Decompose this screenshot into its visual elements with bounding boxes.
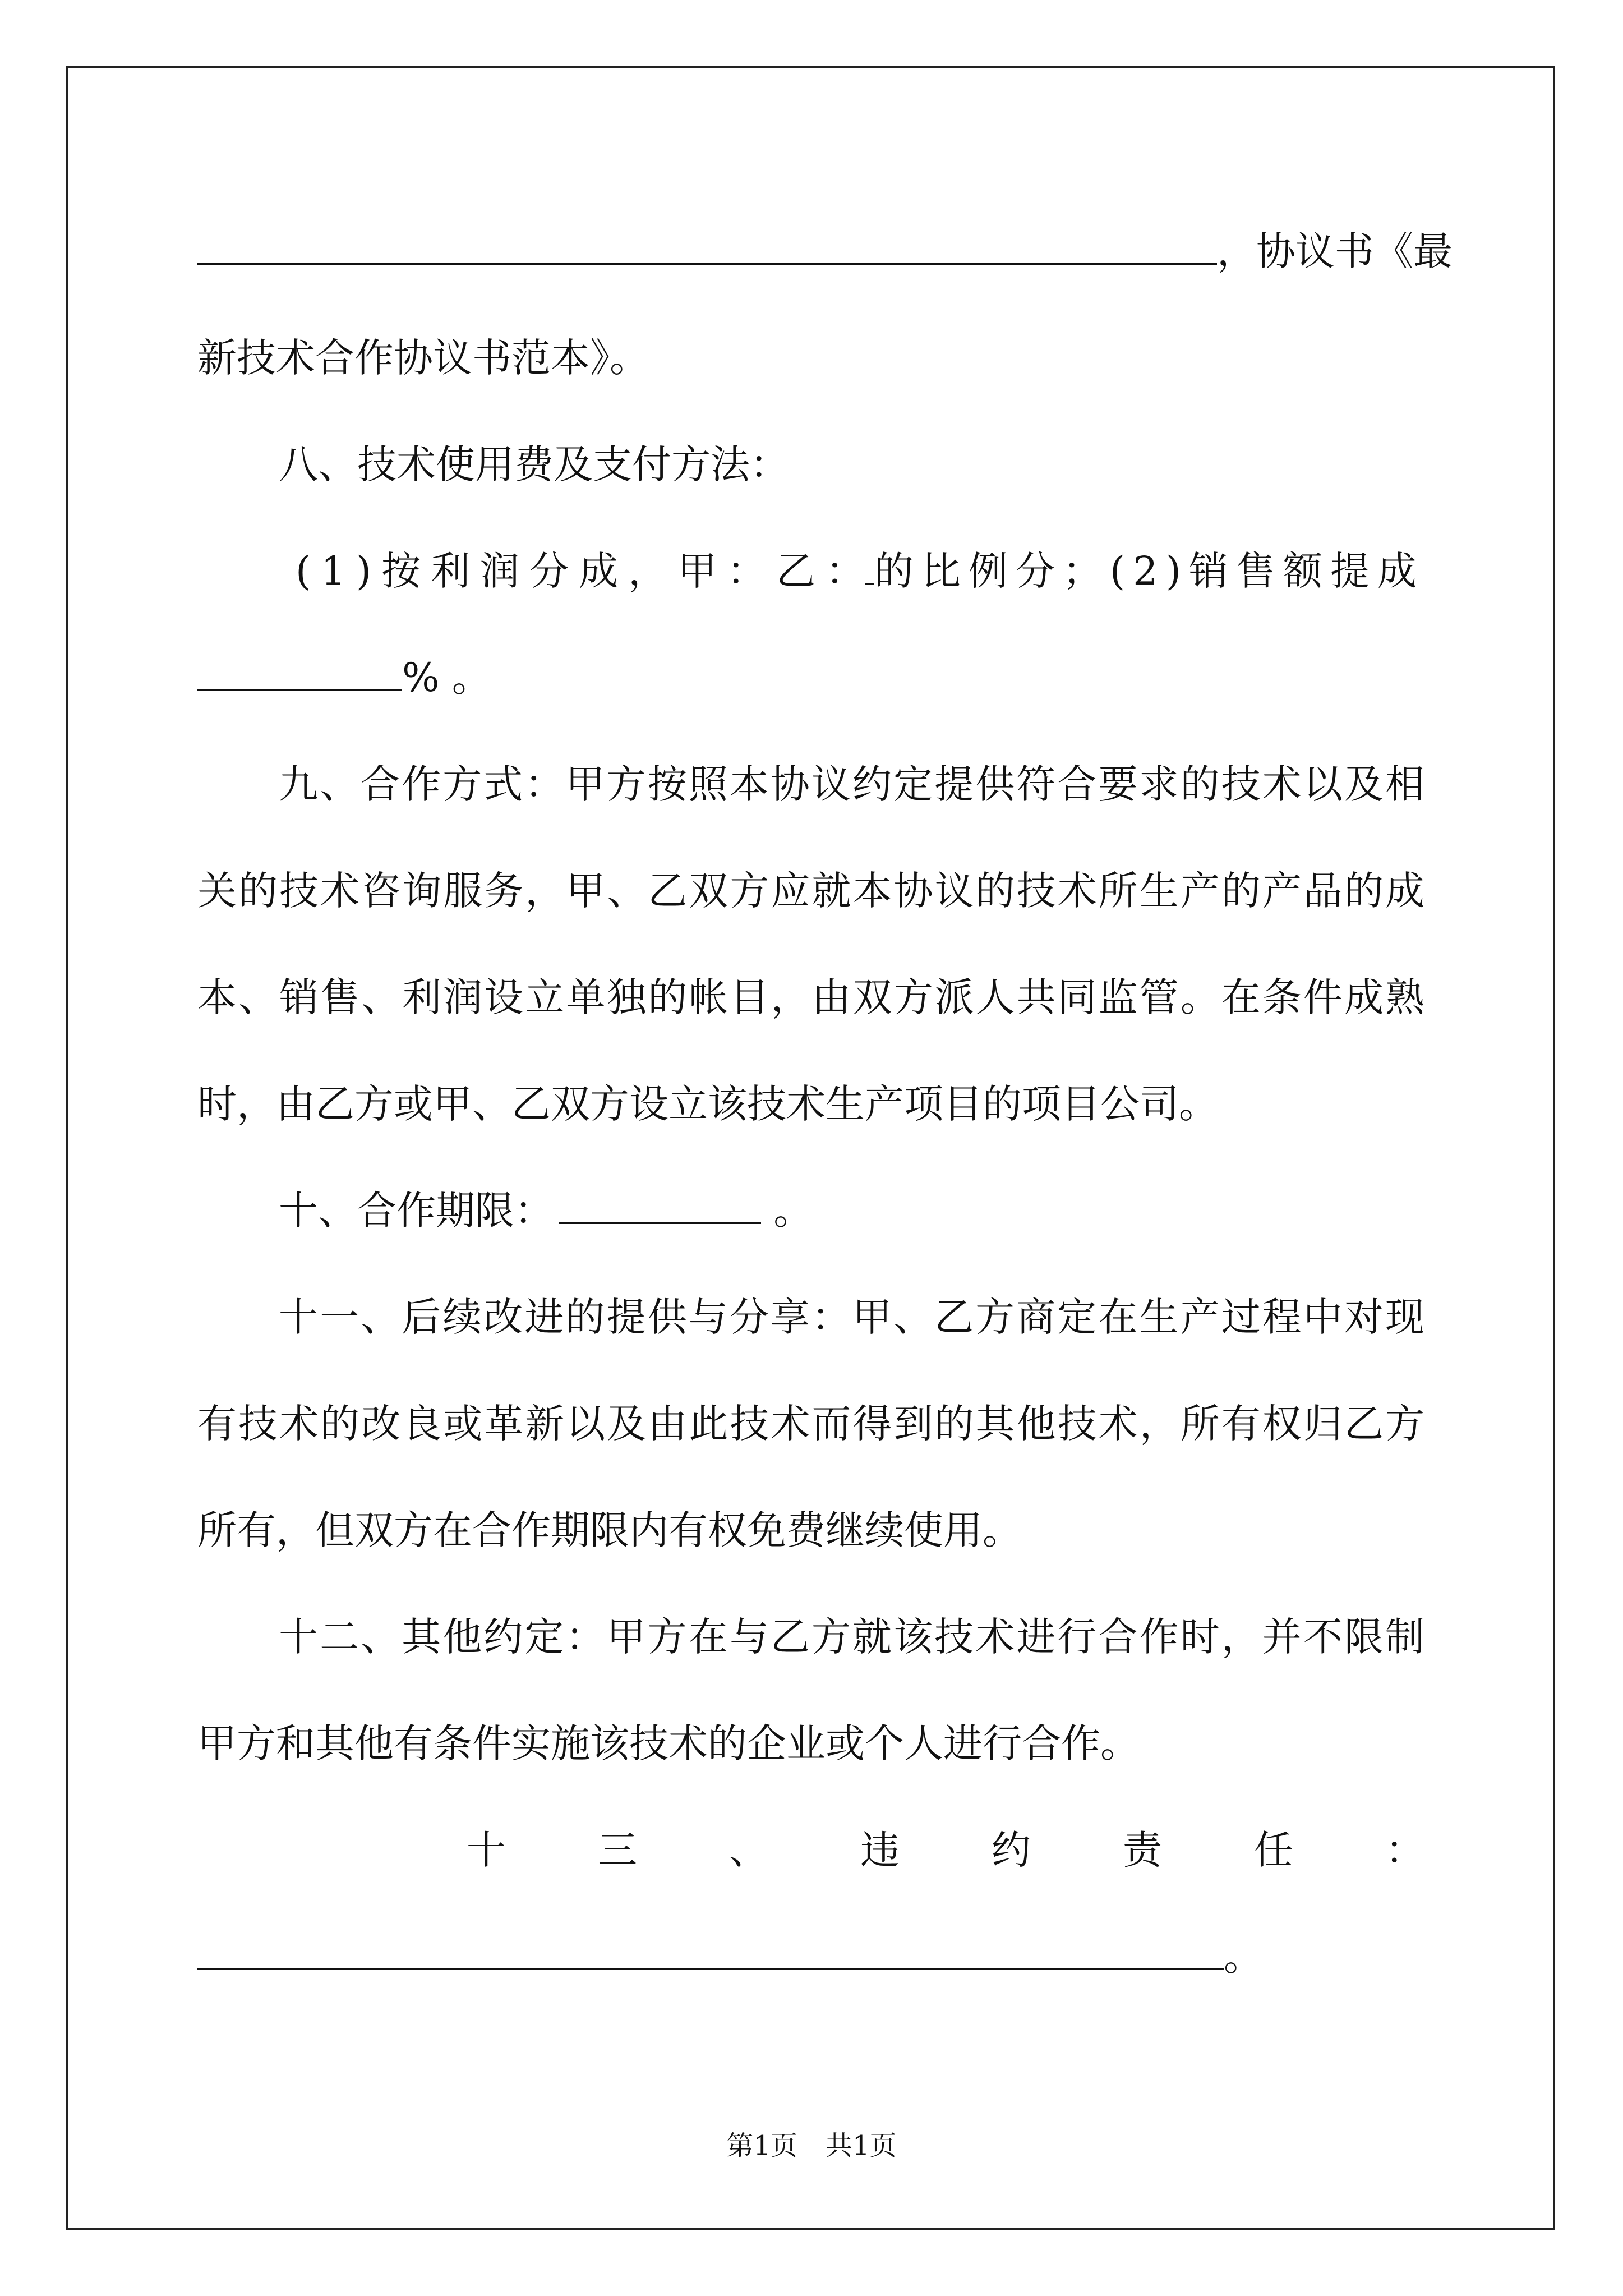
heading-char: 三 [598,1827,637,1873]
line-text: 本、销售、利润设立单独的帐目，由双方派人共同监管。在条件成熟 [197,974,1424,1020]
section-11-line-1 [197,1289,1424,1345]
line-text: 新技术合作协议书范本》。 [197,335,649,381]
term-blank[interactable] [559,1188,761,1224]
line-text: 九、合作方式：甲方按照本协议约定提供符合要求的技术以及相 [279,761,1424,807]
line-text: 十、合作期限： [279,1188,554,1234]
percentage-blank[interactable] [197,655,402,691]
paragraph-line-1 [197,223,1453,279]
heading-char: 责 [1123,1827,1162,1873]
line-text: 时，由乙方或甲、乙双方设立该技术生产项目的项目公司。 [197,1081,1218,1127]
heading-char: 约 [992,1827,1031,1873]
line-text: 有技术的改良或革新以及由此技术而得到的其他技术，所有权归乙方 [197,1401,1424,1447]
liability-blank[interactable] [197,1934,1224,1970]
line-text: 的比例分；(2)销售额提成 [874,548,1424,594]
line-text: ，协议书《最 [1217,228,1453,274]
line-text: 十一、后续改进的提供与分享：甲、乙方商定在生产过程中对现 [279,1294,1424,1340]
section-12-line-1 [197,1609,1424,1665]
heading-char: 十 [467,1827,506,1873]
paragraph-line-2 [197,330,1424,386]
heading-char: 违 [860,1827,900,1873]
section-heading-8 [197,436,1424,493]
section-13-heading [197,1822,1424,1878]
heading-char: 、 [729,1827,768,1873]
percentage-line [197,650,1424,706]
section-9-line-2 [197,863,1424,919]
ratio-blank[interactable] [865,548,874,585]
line-text: 关的技术咨询服务，甲、乙双方应就本协议的技术所生产的产品的成 [197,868,1424,914]
line-text: 甲方和其他有条件实施该技术的企业或个人进行合作。 [197,1720,1140,1766]
breach-liability-line [197,1929,1424,1985]
line-text: % 。 [402,655,491,701]
fill-in-blank[interactable] [197,228,1217,265]
line-text: 所有，但双方在合作期限内有权免费继续使用。 [197,1507,1022,1553]
section-10-line [197,1182,1424,1239]
page-footer [0,2129,1623,2162]
section-12-line-2 [197,1715,1424,1772]
section-9-line-3 [197,969,1424,1025]
line-text: (1)按利润分成，甲：乙 [296,548,826,594]
line-text: ： [826,548,865,594]
page-total: 共1页 [826,2130,897,2161]
line-text: 八、技术使用费及支付方法： [279,441,789,487]
line-text: 十二、其他约定：甲方在与乙方就该技术进行合作时，并不限制 [279,1614,1424,1660]
heading-char: ： [1385,1827,1424,1873]
fee-method-line [197,543,1424,599]
section-11-line-2 [197,1396,1424,1452]
section-11-line-3 [197,1502,1424,1558]
page-number: 第1页 [726,2130,797,2161]
line-text: 。 [1224,1934,1263,1980]
section-9-line-1 [197,756,1424,812]
line-text: 。 [761,1188,813,1234]
page-border [66,66,1555,2230]
heading-char: 任 [1254,1827,1293,1873]
section-9-line-4 [197,1076,1424,1132]
